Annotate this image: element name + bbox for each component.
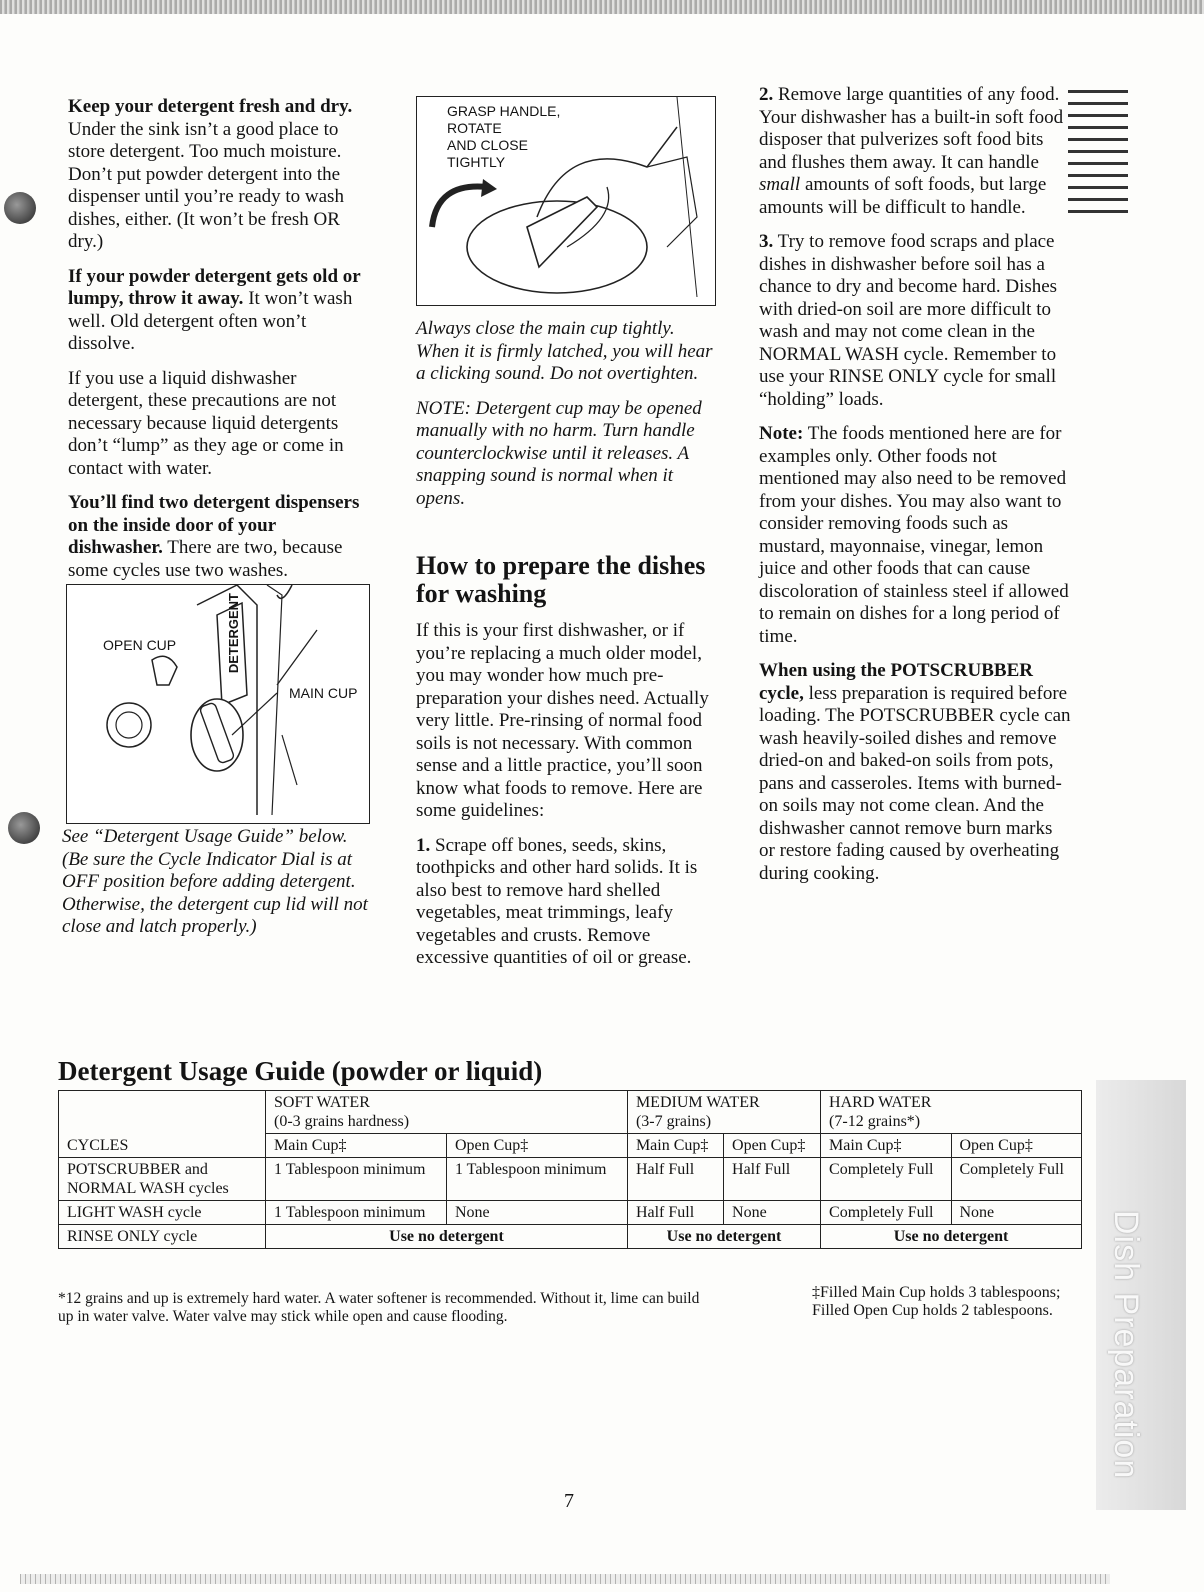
scan-edge-marks	[1068, 90, 1128, 222]
list-item: 3. Try to remove food scraps and place dishes in dishwasher before soil has a chance to dry and become hard. Dishes with dried-on soil are more difficult to wash and may not come clean in the NORMAL WASH cycle. Remember to use your RINSE ONLY cycle for small “holding” loads.	[759, 231, 1058, 410]
table-row: LIGHT WASH cycle 1 Tablespoon minimum None Half Full None Completely Full None	[59, 1201, 1082, 1225]
column-3	[759, 84, 1071, 897]
page-number: 7	[564, 1490, 574, 1512]
note-paragraph: Note: The foods mentioned here are for examples only. Other foods not mentioned may also need to be removed from your dishes. You may also want to consider removing foods such as mustard, mayonnaise, vinegar, lemon juice and other foods that can cause discoloration of stainless steel if allowed to remain on dishes for a long period of time.	[759, 423, 1069, 647]
main-cup-label: MAIN CUP	[289, 685, 358, 701]
hard-water-footnote: *12 grains and up is extremely hard water. A water softener is recommended. Without it, lime can build up in water valve. Water valve may stick while open and cause flooding.	[58, 1290, 700, 1325]
main-cup-header: Main Cup‡	[266, 1134, 447, 1158]
soft-water-header: SOFT WATER (0-3 grains hardness)	[266, 1091, 628, 1134]
scan-bottom-edge	[20, 1574, 1110, 1584]
grasp-label: GRASP HANDLE, ROTATE AND CLOSE TIGHTLY	[447, 103, 561, 170]
medium-water-header: MEDIUM WATER (3-7 grains)	[627, 1091, 820, 1134]
scan-top-edge	[0, 0, 1204, 14]
paragraph: If you use a liquid dishwasher detergent, these precautions are not necessary because liquid detergents don’t “lump” as they age or come in contact with water.	[68, 367, 344, 479]
caption: Always close the main cup tightly. When it is firmly latched, you will hear a clicking sound. Do not overtighten.	[416, 318, 713, 384]
main-cup-header: Main Cup‡	[821, 1134, 951, 1158]
side-tab-label: Dish Preparation	[1107, 1210, 1145, 1480]
column-2-captions	[416, 318, 716, 522]
column-2-body	[416, 620, 716, 982]
open-cup-header: Open Cup‡	[724, 1134, 821, 1158]
dispenser-drawing	[67, 585, 369, 823]
hard-water-header: HARD WATER (7-12 grains*)	[821, 1091, 1082, 1134]
detergent-usage-table	[58, 1090, 1082, 1249]
note: NOTE: Detergent cup may be opened manually with no harm. Turn handle counterclockwise until it releases. A snapping sound is normal when it opens.	[416, 397, 702, 509]
cycles-header: CYCLES	[59, 1091, 266, 1158]
column-1	[68, 96, 368, 594]
open-cup-header: Open Cup‡	[951, 1134, 1082, 1158]
dispenser-illustration	[66, 584, 370, 824]
list-item: 2. Remove large quantities of any food. Your dishwasher has a built-in soft food disposer that pulverizes soft food bits and flushes them away. It can handle small amounts of soft foods, but large amounts will be difficult to handle.	[759, 84, 1064, 218]
close-cup-illustration	[416, 96, 716, 306]
list-item: 1. Scrape off bones, seeds, skins, toothpicks and other hard solids. It is also best to remove hard shelled vegetables, meat trimmings, leafy vegetables and crusts. Remove excessive quantities of oil or grease.	[416, 834, 698, 968]
paragraph: Keep your detergent fresh and dry. Under the sink isn’t a good place to store detergent. Too much moisture. Don’t put powder detergent into the dispenser until you’re ready to wash dishes, either. (It won’t be fresh OR dry.)	[68, 96, 353, 252]
open-cup-header: Open Cup‡	[446, 1134, 627, 1158]
guide-title: Detergent Usage Guide (powder or liquid)	[58, 1056, 543, 1086]
main-cup-header: Main Cup‡	[627, 1134, 723, 1158]
cup-capacity-footnote: ‡Filled Main Cup holds 3 tablespoons; Filled Open Cup holds 2 tablespoons.	[812, 1284, 1061, 1319]
open-cup-label: OPEN CUP	[103, 637, 177, 653]
figure-caption: See “Detergent Usage Guide” below. (Be sure the Cycle Indicator Dial is at OFF position before adding detergent. Otherwise, the detergent cup lid will not close and latch properly.)	[62, 826, 368, 937]
table-header-row	[59, 1091, 1082, 1134]
table-row: RINSE ONLY cycle Use no detergent Use no detergent Use no detergent	[59, 1225, 1082, 1249]
paragraph: When using the POTSCRUBBER cycle, less preparation is required before loading. The POTSCRUBBER cycle can wash heavily-soiled dishes and remove dried-on and baked-on soils from pots, pans and casseroles. Items with burned-on soils may not come clean. And the dishwasher cannot remove burn marks or restore fading caused by overheating during cooking.	[759, 660, 1071, 884]
table-row: POTSCRUBBER and NORMAL WASH cycles 1 Tablespoon minimum 1 Tablespoon minimum Half Full Half Full Completely Full Completely Full	[59, 1158, 1082, 1201]
binder-hole-mark	[4, 192, 36, 224]
paragraph: You’ll find two detergent dispensers on the inside door of your dishwasher. There are two, because some cycles use two washes.	[68, 492, 360, 581]
section-heading: How to prepare the dishes for washing	[416, 551, 706, 608]
paragraph: If this is your first dishwasher, or if you’re replacing a much older model, you may wonder how much pre-preparation your dishes need. Actually very little. Pre-rinsing of normal food soils is not necessary. With common sense and a little practice, you’ll soon know what foods to remove. Here are some guidelines:	[416, 620, 709, 821]
paragraph: If your powder detergent gets old or lumpy, throw it away. It won’t wash well. Old detergent often won’t dissolve.	[68, 265, 361, 354]
detergent-label: DETERGENT	[226, 593, 241, 674]
binder-hole-mark	[8, 812, 40, 844]
